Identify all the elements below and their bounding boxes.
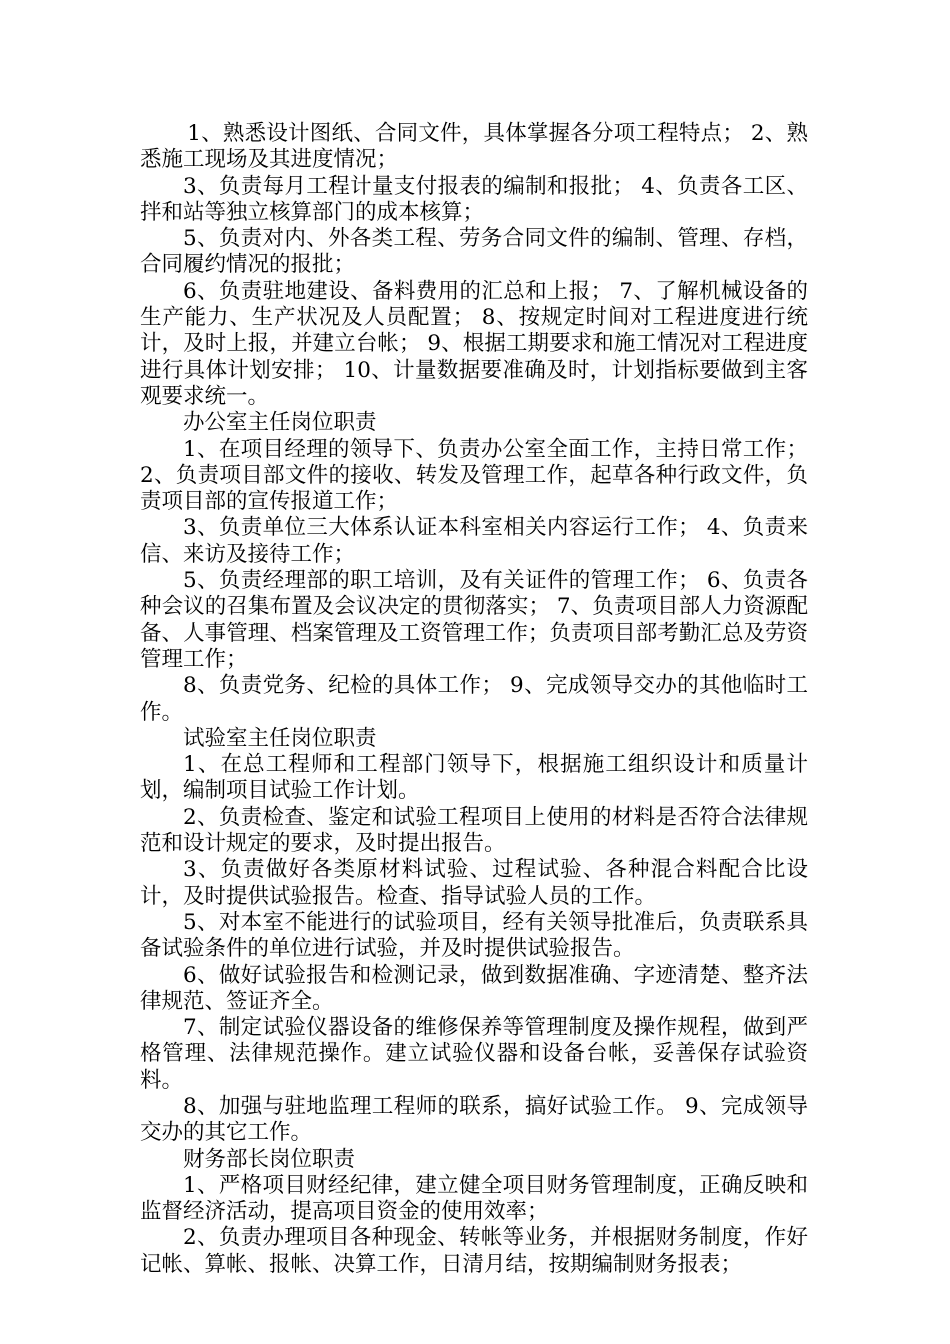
paragraph: 5、对本室不能进行的试验项目，经有关领导批准后，负责联系具备试验条件的单位进行试验，并及时提供试验报告。 (140, 909, 808, 962)
paragraph: 7、制定试验仪器设备的维修保养等管理制度及操作规程，做到严格管理、法律规范操作。建立试验仪器和设备台帐，妥善保存试验资料。 (140, 1015, 808, 1093)
section-heading: 试验室主任岗位职责 (183, 725, 377, 751)
paragraph: 3、负责单位三大体系认证本科室相关内容运行工作； 4、负责来信、来访及接待工作； (140, 515, 808, 567)
paragraph: 1、在总工程师和工程部门领导下，根据施工组织设计和质量计划，编制项目试验工作计划。 (140, 752, 808, 804)
paragraph: 8、加强与驻地监理工程师的联系，搞好试验工作。 9、完成领导交办的其它工作。 (140, 1093, 808, 1146)
document-body (140, 121, 808, 1278)
section-heading: 办公室主任岗位职责 (183, 410, 377, 436)
paragraph: 1、严格项目财经纪律，建立健全项目财务管理制度，正确反映和监督经济活动，提高项目资金的使用效率； (140, 1172, 808, 1225)
paragraph: 3、负责每月工程计量支付报表的编制和报批； 4、负责各工区、拌和站等独立核算部门的成本核算； (140, 173, 808, 225)
paragraph: 8、负责党务、纪检的具体工作； 9、完成领导交办的其他临时工作。 (140, 673, 808, 725)
paragraph: 3、负责做好各类原材料试验、过程试验、各种混合料配合比设计，及时提供试验报告。检查、指导试验人员的工作。 (140, 857, 808, 909)
paragraph: 5、负责经理部的职工培训，及有关证件的管理工作； 6、负责各种会议的召集布置及会议决定的贯彻落实； 7、负责项目部人力资源配备、人事管理、档案管理及工资管理工作；负责项目部考勤汇总及劳资管理工作； (140, 568, 808, 672)
paragraph: 2、负责办理项目各种现金、转帐等业务，并根据财务制度，作好记帐、算帐、报帐、决算工作，日清月结，按期编制财务报表； (140, 1225, 808, 1277)
paragraph: 6、做好试验报告和检测记录，做到数据准确、字迹清楚、整齐法律规范、签证齐全。 (140, 962, 808, 1014)
paragraph: 1、在项目经理的领导下、负责办公室全面工作，主持日常工作； 2、负责项目部文件的接收、转发及管理工作，起草各种行政文件，负责项目部的宣传报道工作； (140, 436, 808, 515)
paragraph: 1、熟悉设计图纸、合同文件，具体掌握各分项工程特点； 2、熟悉施工现场及其进度情况； (140, 121, 808, 173)
paragraph: 2、负责检查、鉴定和试验工程项目上使用的材料是否符合法律规范和设计规定的要求，及时提出报告。 (140, 804, 808, 857)
paragraph: 5、负责对内、外各类工程、劳务合同文件的编制、管理、存档，合同履约情况的报批； (140, 226, 808, 278)
section-heading: 财务部长岗位职责 (183, 1146, 356, 1172)
paragraph: 6、负责驻地建设、备料费用的汇总和上报； 7、了解机械设备的生产能力、生产状况及人员配置； 8、按规定时间对工程进度进行统计，及时上报，并建立台帐； 9、根据工期要求和施工情况对工程进度进行具体计划安排； 10、计量数据要准确及时，计划指标要做到主客观要求统一。 (140, 278, 808, 409)
